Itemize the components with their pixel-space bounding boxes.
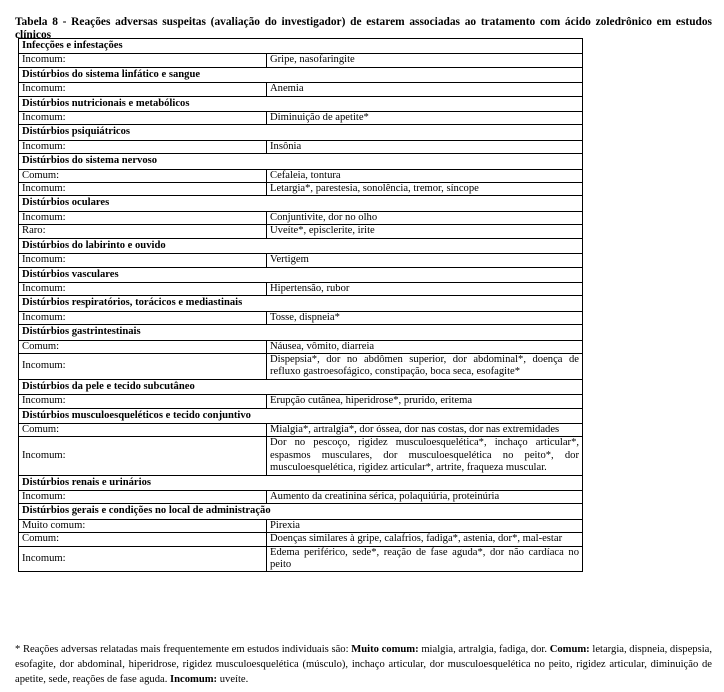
reactions-cell: Cefaleia, tontura bbox=[267, 169, 583, 182]
frequency-cell: Comum: bbox=[19, 169, 267, 182]
reactions-cell: Letargia*, parestesia, sonolência, tremor, síncope bbox=[267, 183, 583, 196]
table-row bbox=[19, 112, 583, 125]
footnote bbox=[15, 642, 712, 687]
frequency-cell: Incomum: bbox=[19, 140, 267, 153]
table-row bbox=[19, 395, 583, 408]
category-heading: Distúrbios musculoesqueléticos e tecido conjuntivo bbox=[19, 408, 583, 423]
table-row bbox=[19, 211, 583, 224]
category-heading: Distúrbios do labirinto e ouvido bbox=[19, 238, 583, 253]
category-row bbox=[19, 379, 583, 394]
reactions-cell: Aumento da creatinina sérica, polaquiúria, proteinúria bbox=[267, 491, 583, 504]
frequency-cell: Incomum: bbox=[19, 311, 267, 324]
category-row bbox=[19, 267, 583, 282]
table-row bbox=[19, 254, 583, 267]
reactions-cell: Pirexia bbox=[267, 519, 583, 532]
reactions-cell: Dispepsia*, dor no abdômen superior, dor abdominal*, doença de refluxo gastroesofágico, constipação, boca seca, esofagite* bbox=[267, 353, 583, 379]
reactions-cell: Dor no pescoço, rigidez musculoesquelética*, inchaço articular*, espasmos musculares, dor musculoesquelética no peito*, dor musculoesquelética, rigidez articular*, artrite, fraqueza muscular. bbox=[267, 437, 583, 475]
footnote-label-very-common: Muito comum: bbox=[351, 644, 419, 655]
footnote-very-common: mialgia, artralgia, fadiga, dor. bbox=[418, 644, 550, 655]
footnote-common: letargia, dispneia, dispepsia, esofagite, dor abdominal, hiperidrose, rigidez musculoesquelética (músculo), inchaço articular, dor musculoesquelética no peito, rigidez articular, diminuição de apetite, sede, reações de fase aguda. bbox=[15, 644, 712, 685]
frequency-cell: Incomum: bbox=[19, 54, 267, 67]
frequency-cell: Incomum: bbox=[19, 437, 267, 475]
category-heading: Distúrbios gerais e condições no local de administração bbox=[19, 504, 583, 519]
category-heading: Distúrbios vasculares bbox=[19, 267, 583, 282]
reactions-cell: Diminuição de apetite* bbox=[267, 112, 583, 125]
reactions-cell: Vertigem bbox=[267, 254, 583, 267]
frequency-cell: Incomum: bbox=[19, 183, 267, 196]
table-row bbox=[19, 519, 583, 532]
table-row bbox=[19, 353, 583, 379]
category-heading: Distúrbios renais e urinários bbox=[19, 475, 583, 490]
table-caption: Tabela 8 - Reações adversas suspeitas (avaliação do investigador) de estarem associadas ao tratamento com ácido zoledrônico em estudos clínicos bbox=[15, 16, 712, 41]
reactions-cell: Tosse, dispneia* bbox=[267, 311, 583, 324]
table-row bbox=[19, 491, 583, 504]
frequency-cell: Comum: bbox=[19, 423, 267, 436]
table-row bbox=[19, 423, 583, 436]
category-row bbox=[19, 475, 583, 490]
reactions-cell: Anemia bbox=[267, 83, 583, 96]
table-row bbox=[19, 311, 583, 324]
reactions-cell: Edema periférico, sede*, reação de fase aguda*, dor não cardíaca no peito bbox=[267, 546, 583, 572]
frequency-cell: Incomum: bbox=[19, 282, 267, 295]
table-body bbox=[19, 39, 583, 572]
footnote-label-uncommon: Incomum: bbox=[170, 674, 218, 685]
reactions-cell: Uveíte*, episclerite, irite bbox=[267, 225, 583, 238]
reactions-cell: Doenças similares à gripe, calafrios, fadiga*, astenia, dor*, mal-estar bbox=[267, 533, 583, 546]
category-heading: Infecções e infestações bbox=[19, 39, 583, 54]
table-row bbox=[19, 169, 583, 182]
category-row bbox=[19, 125, 583, 140]
category-row bbox=[19, 504, 583, 519]
frequency-cell: Incomum: bbox=[19, 83, 267, 96]
category-row bbox=[19, 238, 583, 253]
table-row bbox=[19, 282, 583, 295]
frequency-cell: Incomum: bbox=[19, 211, 267, 224]
category-row bbox=[19, 196, 583, 211]
category-heading: Distúrbios da pele e tecido subcutâneo bbox=[19, 379, 583, 394]
category-heading: Distúrbios do sistema nervoso bbox=[19, 154, 583, 169]
category-heading: Distúrbios psiquiátricos bbox=[19, 125, 583, 140]
category-row bbox=[19, 39, 583, 54]
category-row bbox=[19, 67, 583, 82]
category-row bbox=[19, 296, 583, 311]
reactions-cell: Insônia bbox=[267, 140, 583, 153]
reactions-cell: Conjuntivite, dor no olho bbox=[267, 211, 583, 224]
table-row bbox=[19, 533, 583, 546]
category-row bbox=[19, 96, 583, 111]
reactions-cell: Hipertensão, rubor bbox=[267, 282, 583, 295]
reactions-cell: Náusea, vômito, diarreia bbox=[267, 340, 583, 353]
table-row bbox=[19, 225, 583, 238]
frequency-cell: Incomum: bbox=[19, 395, 267, 408]
footnote-intro: * Reações adversas relatadas mais frequentemente em estudos individuais são: bbox=[15, 644, 352, 655]
category-heading: Distúrbios respiratórios, torácicos e mediastinais bbox=[19, 296, 583, 311]
category-heading: Distúrbios oculares bbox=[19, 196, 583, 211]
frequency-cell: Incomum: bbox=[19, 546, 267, 572]
table-row bbox=[19, 183, 583, 196]
category-heading: Distúrbios gastrintestinais bbox=[19, 325, 583, 340]
frequency-cell: Muito comum: bbox=[19, 519, 267, 532]
frequency-cell: Comum: bbox=[19, 533, 267, 546]
table-row bbox=[19, 83, 583, 96]
category-heading: Distúrbios nutricionais e metabólicos bbox=[19, 96, 583, 111]
frequency-cell: Incomum: bbox=[19, 491, 267, 504]
reactions-cell: Gripe, nasofaringite bbox=[267, 54, 583, 67]
footnote-uncommon: uveíte. bbox=[217, 674, 249, 685]
table-row bbox=[19, 437, 583, 475]
category-heading: Distúrbios do sistema linfático e sangue bbox=[19, 67, 583, 82]
category-row bbox=[19, 154, 583, 169]
table-row bbox=[19, 340, 583, 353]
table-row bbox=[19, 546, 583, 572]
table-row bbox=[19, 54, 583, 67]
table-row bbox=[19, 140, 583, 153]
adverse-reactions-table bbox=[18, 38, 583, 572]
frequency-cell: Raro: bbox=[19, 225, 267, 238]
frequency-cell: Comum: bbox=[19, 340, 267, 353]
category-row bbox=[19, 325, 583, 340]
frequency-cell: Incomum: bbox=[19, 353, 267, 379]
frequency-cell: Incomum: bbox=[19, 112, 267, 125]
reactions-cell: Erupção cutânea, hiperidrose*, prurido, eritema bbox=[267, 395, 583, 408]
footnote-label-common: Comum: bbox=[549, 644, 590, 655]
category-row bbox=[19, 408, 583, 423]
reactions-cell: Mialgia*, artralgia*, dor óssea, dor nas costas, dor nas extremidades bbox=[267, 423, 583, 436]
frequency-cell: Incomum: bbox=[19, 254, 267, 267]
